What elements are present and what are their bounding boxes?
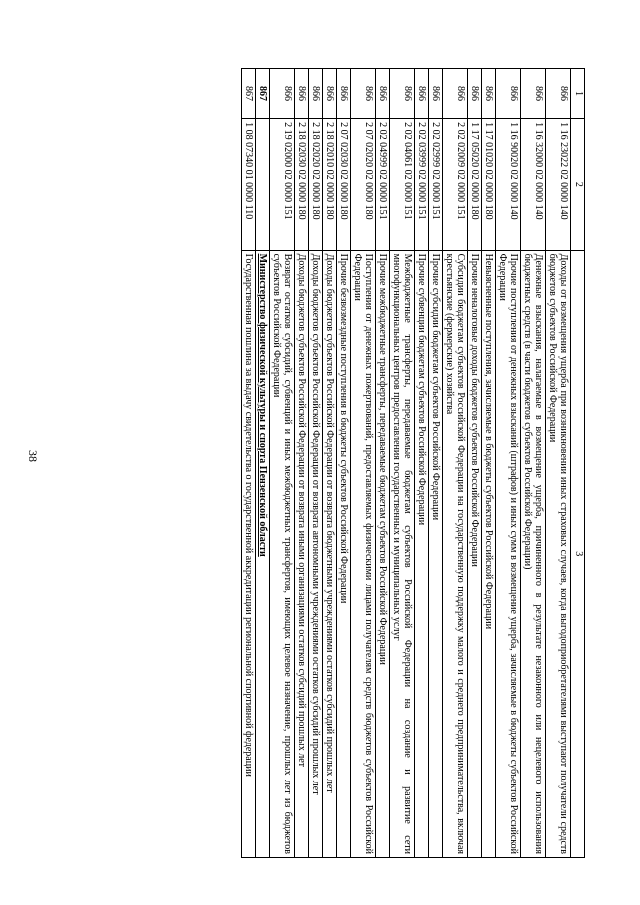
header-col-1: 1 xyxy=(571,69,585,119)
revenue-name-cell: Прочие поступления от денежных взысканий (штрафов) и иных сумм в возмещение ущерба, зачисляемые в бюджеты субъектов Российской Федерации xyxy=(496,250,521,857)
revenue-name-cell: Доходы бюджетов субъектов Российской Федерации от возврата иными организациями остатков субсидий прошлых лет xyxy=(295,250,309,857)
revenue-code-cell: 2 07 02030 02 0000 180 xyxy=(337,119,351,251)
table-row xyxy=(468,69,482,858)
table-header xyxy=(571,69,585,858)
rotated-page xyxy=(55,68,585,858)
table-row xyxy=(496,69,521,858)
header-col-3: 3 xyxy=(571,250,585,857)
revenue-code-cell: 2 07 02020 02 0000 180 xyxy=(351,119,376,251)
admin-code-cell: 866 xyxy=(482,69,496,119)
revenue-name-cell: Субсидии бюджетам субъектов Российской Федерации на государственную поддержку малого и среднего предпринимательства, включая крестьянские (фермерские) хозяйства xyxy=(443,250,468,857)
table-row xyxy=(546,69,571,858)
revenue-code-cell: 2 02 02999 02 0000 151 xyxy=(429,119,443,251)
revenue-name-cell: Денежные взыскания, налагаемые в возмещение ущерба, причиненного в результате незаконного или нецелевого использования бюджетных средств (в части бюджетов субъектов Российской Федерации) xyxy=(521,250,546,857)
revenue-code-cell: 2 02 03999 02 0000 151 xyxy=(415,119,429,251)
admin-code-cell: 866 xyxy=(429,69,443,119)
table-row xyxy=(337,69,351,858)
header-col-2: 2 xyxy=(571,119,585,251)
admin-code-cell: 866 xyxy=(376,69,390,119)
revenue-name-cell: Прочие неналоговые доходы бюджетов субъектов Российской Федерации xyxy=(468,250,482,857)
admin-code-cell: 866 xyxy=(270,69,295,119)
revenue-code-cell: 1 08 07340 01 0000 110 xyxy=(242,119,256,251)
table-row xyxy=(323,69,337,858)
table-row xyxy=(415,69,429,858)
revenue-code-cell: 2 02 02009 02 0000 151 xyxy=(443,119,468,251)
admin-code-cell: 866 xyxy=(521,69,546,119)
admin-code-cell: 866 xyxy=(390,69,415,119)
admin-code-cell: 866 xyxy=(323,69,337,119)
table-row xyxy=(443,69,468,858)
revenue-code-cell: 2 19 02000 02 0000 151 xyxy=(270,119,295,251)
table-row xyxy=(482,69,496,858)
revenue-codes-table xyxy=(241,68,585,858)
admin-code-cell: 866 xyxy=(496,69,521,119)
revenue-name-cell: Возврат остатков субсидий, субвенций и иных межбюджетных трансфертов, имеющих целевое назначение, прошлых лет из бюджетов субъектов Российской Федерации xyxy=(270,250,295,857)
admin-code-cell: 866 xyxy=(351,69,376,119)
revenue-name-cell: Прочие субвенции бюджетам субъектов Российской Федерации xyxy=(415,250,429,857)
revenue-name-cell: Невыясненные поступления, зачисляемые в бюджеты субъектов Российской Федерации xyxy=(482,250,496,857)
table-row xyxy=(309,69,323,858)
revenue-name-cell: Доходы бюджетов субъектов Российской Федерации от возврата бюджетными учреждениями остатков субсидий прошлых лет xyxy=(323,250,337,857)
revenue-code-cell: 1 16 23022 02 0000 140 xyxy=(546,119,571,251)
admin-code-cell: 866 xyxy=(415,69,429,119)
admin-code-cell: 866 xyxy=(295,69,309,119)
revenue-code-cell: 2 18 02020 02 0000 180 xyxy=(309,119,323,251)
revenue-name-cell: Министерство физической культуры и спорта Пензенской области xyxy=(256,250,270,857)
admin-code-cell: 866 xyxy=(468,69,482,119)
table-row xyxy=(521,69,546,858)
revenue-name-cell: Прочие безвозмездные поступления в бюджеты субъектов Российской Федерации xyxy=(337,250,351,857)
revenue-code-cell: 1 17 05020 02 0000 180 xyxy=(468,119,482,251)
page-number: 38 xyxy=(26,450,40,462)
revenue-name-cell: Поступления от денежных пожертвований, предоставляемых физическими лицами получателям средств бюджетов субъектов Российской Федерации xyxy=(351,250,376,857)
revenue-name-cell: Прочие межбюджетные трансферты, передаваемые бюджетам субъектов Российской Федерации xyxy=(376,250,390,857)
admin-code-cell: 866 xyxy=(309,69,323,119)
revenue-name-cell: Доходы бюджетов субъектов Российской Федерации от возврата автономными учреждениями остатков субсидий прошлых лет xyxy=(309,250,323,857)
revenue-name-cell: Доходы от возмещения ущерба при возникновении иных страховых случаев, когда выгодоприобретателями выступают получатели средств бюджетов субъектов Российской Федерации xyxy=(546,250,571,857)
revenue-code-cell: 2 18 02010 02 0000 180 xyxy=(323,119,337,251)
admin-code-cell: 867 xyxy=(242,69,256,119)
revenue-code-cell: 1 16 90020 02 0000 140 xyxy=(496,119,521,251)
admin-code-cell: 866 xyxy=(337,69,351,119)
revenue-code-cell: 2 02 04061 02 0000 151 xyxy=(390,119,415,251)
revenue-code-cell xyxy=(256,119,270,251)
revenue-code-cell: 2 18 02030 02 0000 180 xyxy=(295,119,309,251)
admin-code-cell: 867 xyxy=(256,69,270,119)
revenue-name-cell: Межбюджетные трансферты, передаваемые бюджетам субъектов Российской Федерации на создание и развитие сети многофункциональных центров предоставления государственных и муниципальных услуг xyxy=(390,250,415,857)
admin-code-cell: 866 xyxy=(546,69,571,119)
revenue-code-cell: 1 16 32000 02 0000 140 xyxy=(521,119,546,251)
table-row xyxy=(351,69,376,858)
table-row xyxy=(242,69,256,858)
table-body xyxy=(242,69,571,858)
table-row xyxy=(376,69,390,858)
table-row xyxy=(295,69,309,858)
table-row xyxy=(429,69,443,858)
revenue-code-cell: 1 17 01020 02 0000 180 xyxy=(482,119,496,251)
revenue-name-cell: Государственная пошлина за выдачу свидетельства о государственной аккредитации региональной спортивной федерации xyxy=(242,250,256,857)
table-row xyxy=(270,69,295,858)
section-row xyxy=(256,69,270,858)
revenue-code-cell: 2 02 04999 02 0000 151 xyxy=(376,119,390,251)
admin-code-cell: 866 xyxy=(443,69,468,119)
revenue-name-cell: Прочие субсидии бюджетам субъектов Российской Федерации xyxy=(429,250,443,857)
header-row xyxy=(571,69,585,858)
table-row xyxy=(390,69,415,858)
